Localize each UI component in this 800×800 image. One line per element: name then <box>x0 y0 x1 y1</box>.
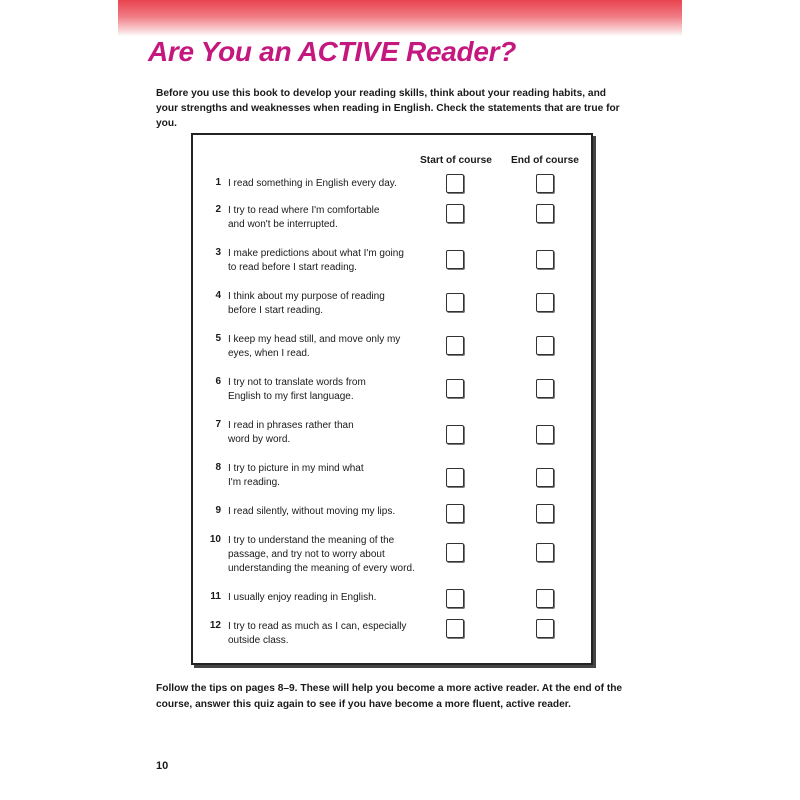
statement-text: I try to read where I'm comfortable and won't be interrupted. <box>228 205 380 230</box>
end-of-course-checkbox[interactable] <box>536 250 554 269</box>
statement-number: 12 <box>209 620 221 631</box>
statement-text: I think about my purpose of reading before I start reading. <box>228 291 385 316</box>
start-of-course-checkbox[interactable] <box>446 250 464 269</box>
start-of-course-checkbox[interactable] <box>446 379 464 398</box>
statement-number: 7 <box>215 419 221 430</box>
statement-text: I try to understand the meaning of the passage, and try not to worry about understanding the meaning of every word. <box>228 535 415 574</box>
checklist-box <box>191 133 593 665</box>
end-of-course-checkbox[interactable] <box>536 204 554 223</box>
end-of-course-checkbox[interactable] <box>536 619 554 638</box>
start-of-course-checkbox[interactable] <box>446 619 464 638</box>
statement-number: 8 <box>215 462 221 473</box>
end-of-course-checkbox[interactable] <box>536 174 554 193</box>
statement-text: I read in phrases rather than word by word. <box>228 420 354 445</box>
statement-text: I usually enjoy reading in English. <box>228 592 377 603</box>
end-of-course-checkbox[interactable] <box>536 425 554 444</box>
page-number: 10 <box>156 760 169 772</box>
start-of-course-checkbox[interactable] <box>446 543 464 562</box>
statement-number: 10 <box>209 534 221 545</box>
start-of-course-header: Start of course <box>420 155 492 166</box>
end-of-course-checkbox[interactable] <box>536 336 554 355</box>
start-of-course-checkbox[interactable] <box>446 293 464 312</box>
statement-text: I make predictions about what I'm going to read before I start reading. <box>228 248 404 273</box>
statement-number: 11 <box>210 591 221 602</box>
statement-number: 3 <box>215 247 221 258</box>
statement-text: I read silently, without moving my lips. <box>228 506 396 517</box>
end-of-course-checkbox[interactable] <box>536 543 554 562</box>
statement-number: 4 <box>215 290 221 301</box>
start-of-course-checkbox[interactable] <box>446 468 464 487</box>
end-of-course-header: End of course <box>511 155 579 166</box>
page-title: Are You an ACTIVE Reader? <box>148 36 516 67</box>
start-of-course-checkbox[interactable] <box>446 589 464 608</box>
end-of-course-checkbox[interactable] <box>536 293 554 312</box>
statement-text: I read something in English every day. <box>228 178 397 189</box>
footer-text: Follow the tips on pages 8–9. These will help you become a more active reader. At the end of the course, answer this quiz again to see if you have become a more fluent, active reader. <box>156 683 623 710</box>
end-of-course-checkbox[interactable] <box>536 504 554 523</box>
page <box>118 0 682 800</box>
statement-number: 5 <box>215 333 221 344</box>
statement-number: 1 <box>215 177 221 188</box>
statement-text: I try not to translate words from English to my first language. <box>228 377 366 402</box>
end-of-course-checkbox[interactable] <box>536 379 554 398</box>
intro-text: Before you use this book to develop your reading skills, think about your reading habits, and your strengths and weaknesses when reading in English. Check the statements that are true for you. <box>156 88 620 129</box>
start-of-course-checkbox[interactable] <box>446 336 464 355</box>
start-of-course-checkbox[interactable] <box>446 174 464 193</box>
statement-number: 6 <box>215 376 221 387</box>
statement-number: 2 <box>215 204 221 215</box>
statement-text: I keep my head still, and move only my eyes, when I read. <box>228 334 401 359</box>
end-of-course-checkbox[interactable] <box>536 589 554 608</box>
end-of-course-checkbox[interactable] <box>536 468 554 487</box>
start-of-course-checkbox[interactable] <box>446 204 464 223</box>
start-of-course-checkbox[interactable] <box>446 504 464 523</box>
statement-number: 9 <box>215 505 221 516</box>
statement-text: I try to read as much as I can, especially outside class. <box>228 621 407 646</box>
statement-text: I try to picture in my mind what I'm reading. <box>228 463 364 488</box>
start-of-course-checkbox[interactable] <box>446 425 464 444</box>
header-band <box>118 0 682 36</box>
